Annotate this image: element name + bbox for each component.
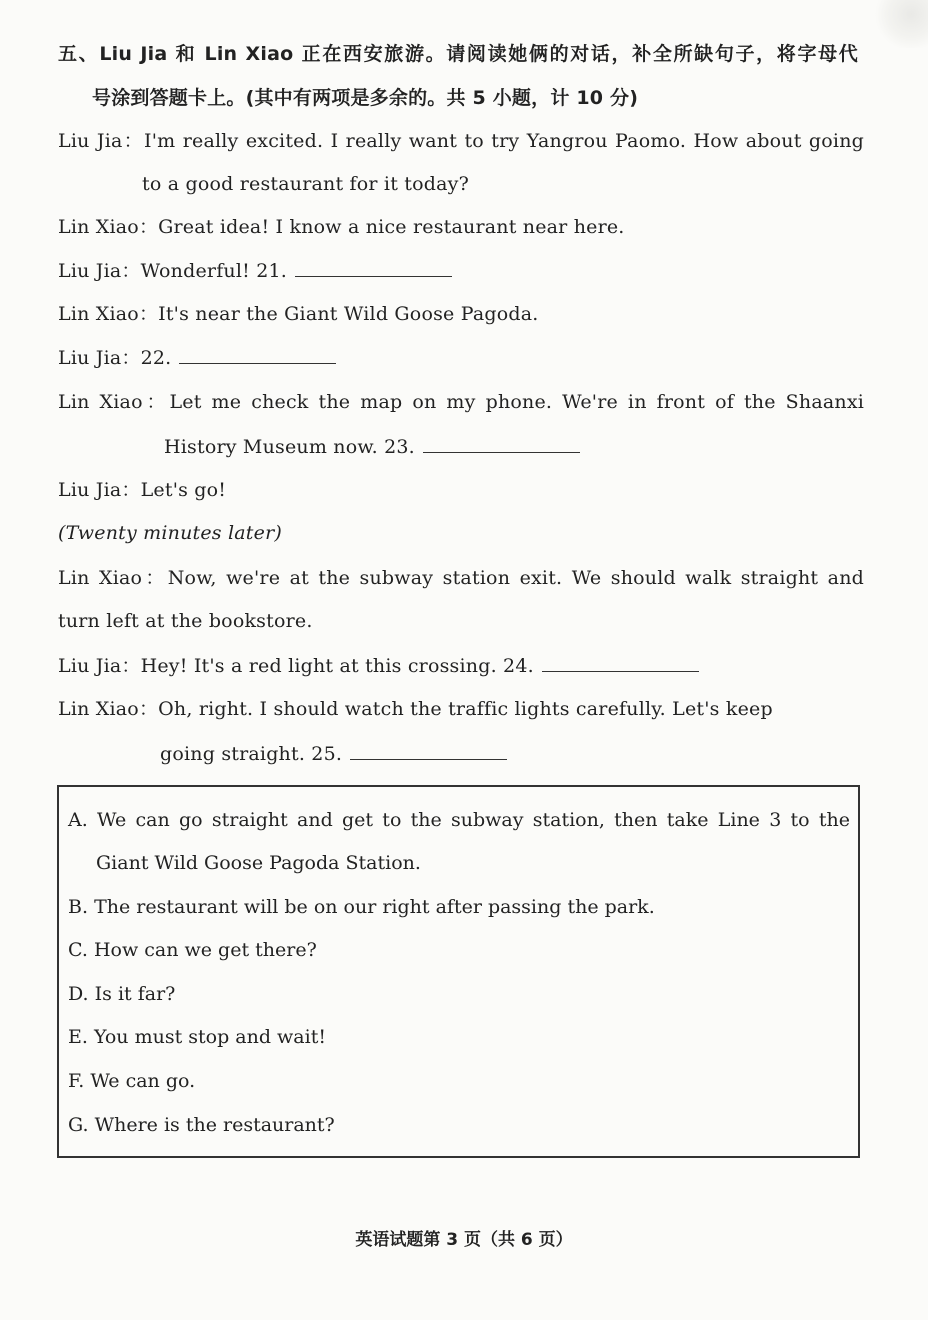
option-e [68, 1025, 326, 1049]
option-letter: C. [68, 939, 88, 961]
speaker-name: Lin Xiao： [58, 391, 170, 413]
stage-direction [58, 521, 282, 545]
option-g [68, 1113, 335, 1137]
dialogue-line [142, 172, 469, 196]
dialogue-text: Now, we're at the subway station exit. We should walk straight and [167, 567, 864, 589]
option-b [68, 895, 655, 919]
dialogue-text: turn left at the bookstore. [58, 610, 313, 632]
answer-blank-21[interactable] [295, 258, 452, 277]
option-a [68, 808, 850, 832]
dialogue-line [58, 258, 452, 283]
dialogue-text: Let's go! [140, 479, 227, 501]
speaker-name: Liu Jia： [58, 655, 141, 677]
option-letter: E. [68, 1026, 88, 1048]
answer-blank-23[interactable] [423, 434, 580, 453]
speaker-name: Lin Xiao： [58, 698, 159, 720]
option-c [68, 938, 317, 962]
dialogue-text: (Twenty minutes later) [58, 522, 282, 544]
dialogue-text: Oh, right. I should watch the traffic lights carefully. Let's keep [158, 698, 773, 720]
option-letter: F. [68, 1070, 85, 1092]
section-heading-line-1: 五、Liu Jia 和 Lin Xiao 正在西安旅游。请阅读她俩的对话，补全所缺句子，将字母代 [58, 43, 858, 65]
dialogue-text: Wonderful! 21. [140, 260, 288, 282]
option-text: Giant Wild Goose Pagoda Station. [96, 852, 421, 874]
option-text: We can go straight and get to the subway station, then take Line 3 to the [97, 809, 850, 831]
option-text: We can go. [90, 1070, 196, 1092]
option-text: The restaurant will be on our right after passing the park. [94, 896, 655, 918]
option-a-continued [96, 851, 421, 875]
dialogue-line [58, 653, 699, 678]
option-letter: A. [68, 809, 88, 831]
option-text: You must stop and wait! [93, 1026, 326, 1048]
speaker-name: Liu Jia： [58, 130, 145, 152]
dialogue-line [58, 390, 864, 414]
option-text: How can we get there? [93, 939, 317, 961]
speaker-name: Lin Xiao： [58, 303, 159, 325]
option-f [68, 1069, 195, 1093]
option-letter: D. [68, 983, 89, 1005]
dialogue-line [160, 741, 507, 766]
dialogue-text: It's near the Giant Wild Goose Pagoda. [158, 303, 539, 325]
dialogue-line [58, 609, 313, 633]
dialogue-text: Great idea! I know a nice restaurant near here. [158, 216, 625, 238]
dialogue-line [58, 566, 864, 590]
dialogue-line [58, 697, 773, 721]
dialogue-line [164, 434, 580, 459]
option-text: Where is the restaurant? [94, 1114, 335, 1136]
speaker-name: Liu Jia： [58, 479, 141, 501]
dialogue-text: Let me check the map on my phone. We're in front of the Shaanxi [169, 391, 865, 413]
answer-blank-24[interactable] [542, 653, 699, 672]
dialogue-line [58, 478, 226, 502]
dialogue-line [58, 129, 864, 153]
dialogue-line [58, 345, 336, 370]
answer-blank-22[interactable] [179, 345, 336, 364]
speaker-name: Liu Jia： [58, 260, 141, 282]
answer-blank-25[interactable] [350, 741, 507, 760]
option-letter: B. [68, 896, 89, 918]
dialogue-text: 22. [140, 347, 172, 369]
speaker-name: Lin Xiao： [58, 216, 159, 238]
page-number: 英语试题第 3 页（共 6 页） [355, 1230, 573, 1250]
options-box [57, 785, 860, 1158]
option-d [68, 982, 175, 1006]
dialogue-text: Hey! It's a red light at this crossing. 24. [140, 655, 534, 677]
dialogue-text: History Museum now. 23. [164, 436, 415, 458]
option-letter: G. [68, 1114, 89, 1136]
dialogue-text: I'm really excited. I really want to try Yangrou Paomo. How about going [144, 130, 864, 152]
dialogue-line [58, 215, 625, 239]
dialogue-text: to a good restaurant for it today? [142, 173, 469, 195]
scan-artifact [872, 0, 928, 48]
option-text: Is it far? [94, 983, 176, 1005]
section-heading-line-2: 号涂到答题卡上。(其中有两项是多余的。共 5 小题，计 10 分) [92, 87, 639, 109]
dialogue-text: going straight. 25. [160, 743, 343, 765]
speaker-name: Lin Xiao： [58, 567, 168, 589]
dialogue-line [58, 302, 539, 326]
speaker-name: Liu Jia： [58, 347, 141, 369]
